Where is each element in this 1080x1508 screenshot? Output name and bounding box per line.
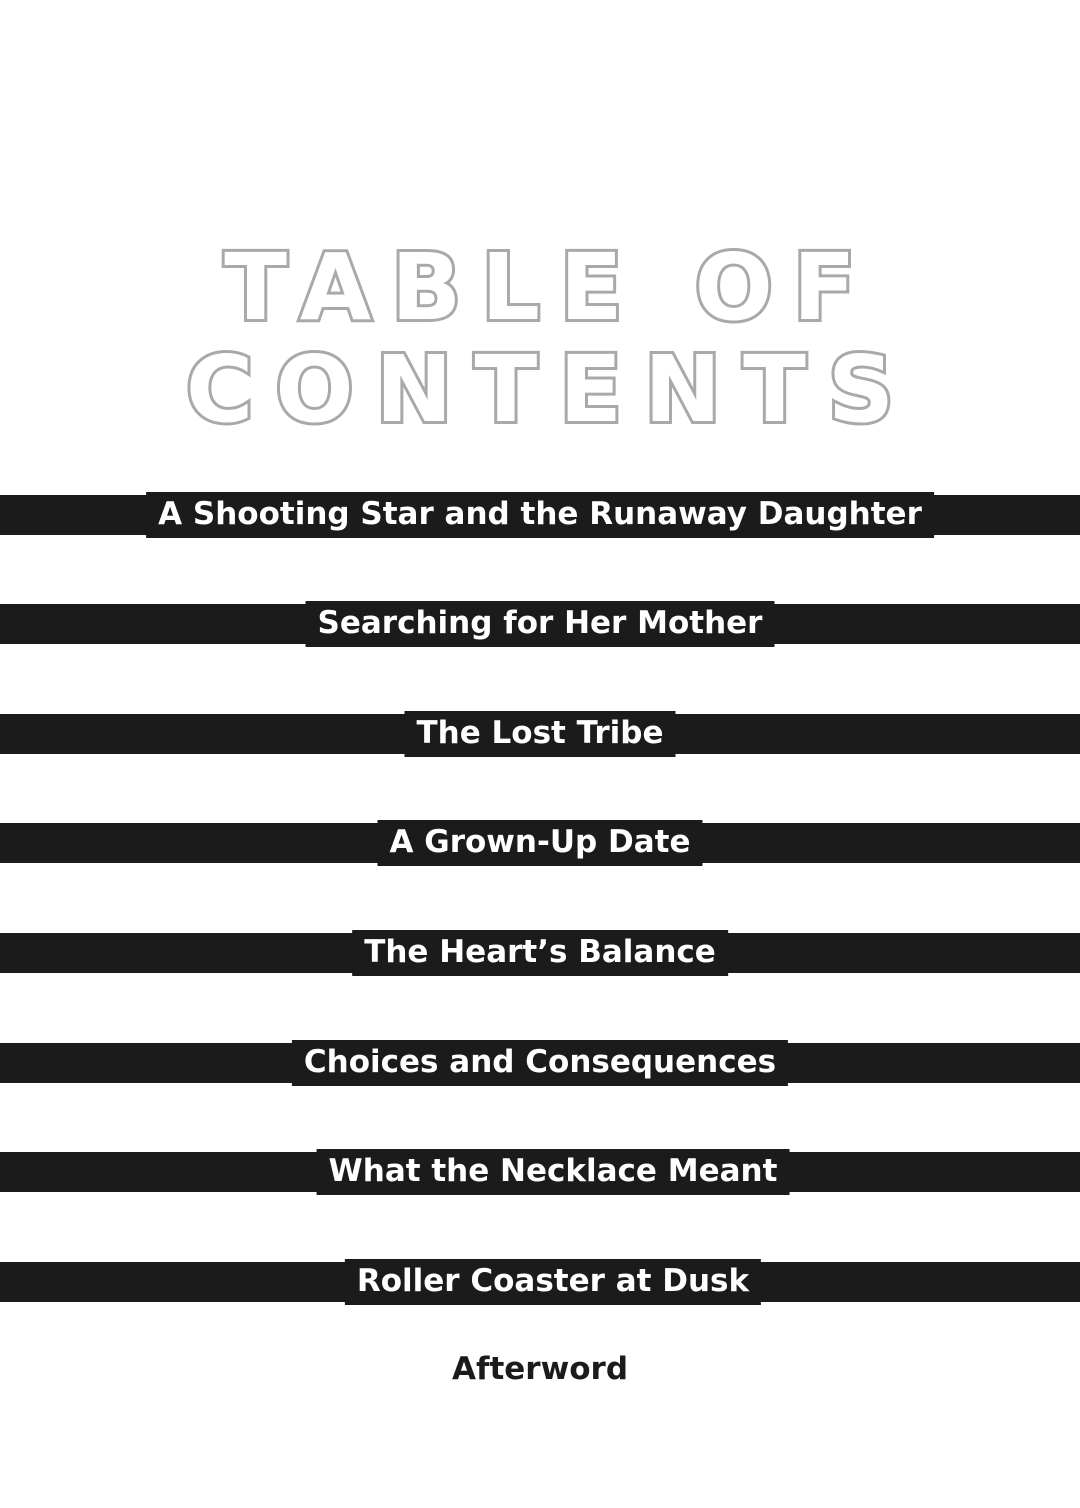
chapter-entry-2[interactable] bbox=[0, 604, 1080, 644]
afterword-entry[interactable]: Afterword bbox=[451, 1351, 629, 1387]
chapter-entry-4[interactable] bbox=[0, 823, 1080, 863]
chapter-title: Searching for Her Mother bbox=[306, 601, 775, 647]
chapter-entry-1[interactable] bbox=[0, 495, 1080, 535]
heading-line-2: CONTENTS bbox=[185, 336, 917, 443]
chapter-entry-6[interactable] bbox=[0, 1043, 1080, 1083]
chapter-title: A Shooting Star and the Runaway Daughter bbox=[146, 492, 934, 538]
chapter-title: Choices and Consequences bbox=[292, 1040, 788, 1086]
heading-line-1: TABLE OF bbox=[224, 234, 876, 341]
chapter-entry-7[interactable] bbox=[0, 1152, 1080, 1192]
chapter-title: The Heart’s Balance bbox=[352, 930, 728, 976]
chapter-title: The Lost Tribe bbox=[404, 711, 675, 757]
chapter-title: A Grown-Up Date bbox=[377, 820, 702, 866]
chapter-entry-3[interactable] bbox=[0, 714, 1080, 754]
chapter-title: Roller Coaster at Dusk bbox=[345, 1259, 761, 1305]
chapter-entry-8[interactable] bbox=[0, 1262, 1080, 1302]
chapter-title: What the Necklace Meant bbox=[317, 1149, 790, 1195]
chapter-entry-5[interactable] bbox=[0, 933, 1080, 973]
